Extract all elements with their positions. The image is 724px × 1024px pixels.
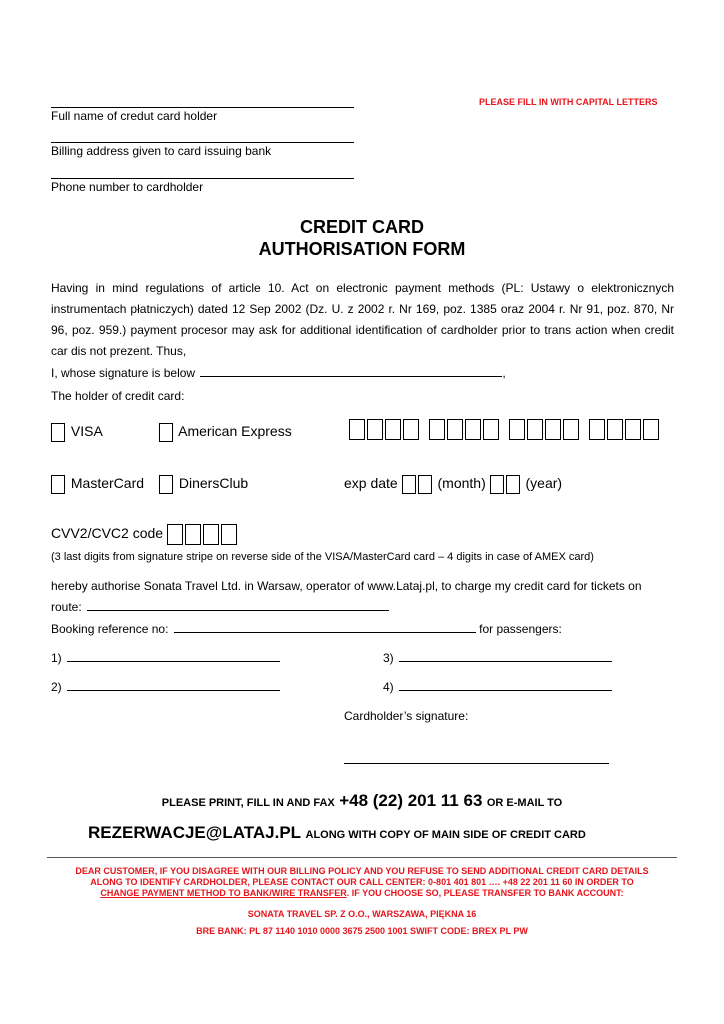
card-number-group-4[interactable] <box>589 419 661 440</box>
passengers-label: for passengers: <box>479 622 562 636</box>
passenger-1-row <box>51 651 280 665</box>
booking-label: Booking reference no: <box>51 622 169 636</box>
billing-address-line[interactable] <box>51 142 354 143</box>
visa-option[interactable] <box>51 423 103 442</box>
signature-statement-text: I, whose signature is below <box>51 366 196 380</box>
diners-option[interactable] <box>159 475 248 494</box>
route-line[interactable] <box>87 600 389 611</box>
passenger-3-line[interactable] <box>399 651 612 662</box>
cardholder-signature-line[interactable] <box>344 763 609 764</box>
fax-number: +48 (22) 201 11 63 <box>339 791 483 810</box>
signature-statement <box>51 366 506 380</box>
company-address: SONATA TRAVEL SP. Z O.O., WARSZAWA, PIĘKNA 16 <box>247 909 477 919</box>
footer-divider <box>47 857 677 858</box>
card-digit[interactable] <box>509 419 525 440</box>
signer-name-line[interactable] <box>200 366 502 377</box>
cvv-digit[interactable] <box>221 524 237 545</box>
fax-text-2: OR E-MAIL TO <box>486 797 563 809</box>
expiry-month-digit[interactable] <box>402 475 416 494</box>
phone-label: Phone number to cardholder <box>51 180 204 194</box>
full-name-label: Full name of credut card holder <box>51 109 218 123</box>
capital-letters-note: PLEASE FILL IN WITH CAPITAL LETTERS <box>479 97 658 107</box>
passenger-2-label: 2) <box>51 680 62 694</box>
diners-label: DinersClub <box>178 475 249 492</box>
holder-label: The holder of credit card: <box>51 389 185 403</box>
card-number-boxes[interactable] <box>349 419 669 440</box>
card-digit[interactable] <box>563 419 579 440</box>
cvv-digit[interactable] <box>203 524 219 545</box>
mastercard-checkbox[interactable] <box>51 475 65 494</box>
card-digit[interactable] <box>367 419 383 440</box>
card-digit[interactable] <box>545 419 561 440</box>
mastercard-option[interactable] <box>51 475 144 494</box>
expiry-year-digit[interactable] <box>490 475 504 494</box>
cvv-row <box>51 524 239 545</box>
payment-method-link: CHANGE PAYMENT METHOD TO BANK/WIRE TRANSFER <box>100 888 347 898</box>
cvv-digit[interactable] <box>167 524 183 545</box>
title-line-2: AUTHORISATION FORM <box>258 239 466 259</box>
email-instruction <box>88 823 586 843</box>
card-digit[interactable] <box>625 419 641 440</box>
expiry-year-label: (year) <box>525 475 563 492</box>
footer-notice <box>0 866 724 899</box>
intro-paragraph: Having in mind regulations of article 10. Act on electronic payment methods (PL: Ustawy o elektronicznych instrumentach płatniczych) dated 12 Sep 2002 (Dz. U. z 2002 r. Nr 169, poz. 1385 oraz 2004 r. Nr 91, poz. 870, Nr 96, poz. 959.) payment procesor may ask for additional identification of cardholder prior to trans action when credit car dis not prezent. Thus, <box>51 281 674 358</box>
email-text: ALONG WITH COPY OF MAIN SIDE OF CREDIT CARD <box>305 829 586 841</box>
passenger-2-row <box>51 680 280 694</box>
cvv-label: CVV2/CVC2 code <box>51 525 164 542</box>
billing-address-label: Billing address given to card issuing bank <box>51 144 272 158</box>
card-digit[interactable] <box>589 419 605 440</box>
card-digit[interactable] <box>643 419 659 440</box>
bank-account: BRE BANK: PL 87 1140 1010 0000 3675 2500 1001 SWIFT CODE: BREX PL PW <box>196 926 528 936</box>
fax-instruction <box>0 791 724 811</box>
booking-row <box>51 622 562 636</box>
card-digit[interactable] <box>465 419 481 440</box>
passenger-4-label: 4) <box>383 680 394 694</box>
route-label: route: <box>51 600 82 614</box>
passenger-4-row <box>383 680 612 694</box>
cardholder-signature-label: Cardholder’s signature: <box>344 709 469 723</box>
card-digit[interactable] <box>385 419 401 440</box>
expiry-year-digit[interactable] <box>506 475 520 494</box>
card-number-group-3[interactable] <box>509 419 581 440</box>
passenger-3-row <box>383 651 612 665</box>
authorise-text: hereby authorise Sonata Travel Ltd. in Warsaw, operator of www.Lataj.pl, to charge my credit card for tickets on <box>51 579 642 593</box>
amex-option[interactable] <box>159 423 292 442</box>
expiry-label: exp date <box>344 475 398 492</box>
route-row <box>51 600 389 614</box>
card-digit[interactable] <box>349 419 365 440</box>
phone-line[interactable] <box>51 178 354 179</box>
card-digit[interactable] <box>403 419 419 440</box>
passenger-4-line[interactable] <box>399 680 612 691</box>
card-digit[interactable] <box>447 419 463 440</box>
card-digit[interactable] <box>483 419 499 440</box>
passenger-1-line[interactable] <box>67 651 280 662</box>
visa-checkbox[interactable] <box>51 423 65 442</box>
visa-label: VISA <box>70 423 103 440</box>
passenger-1-label: 1) <box>51 651 62 665</box>
passenger-2-line[interactable] <box>67 680 280 691</box>
footer-line-3-text: . IF YOU CHOOSE SO, PLEASE TRANSFER TO BANK ACCOUNT: <box>346 888 624 898</box>
cvv-note: (3 last digits from signature stripe on reverse side of the VISA/MasterCard card – 4 digits in case of AMEX card) <box>51 551 594 563</box>
mastercard-label: MasterCard <box>70 475 145 492</box>
passenger-3-label: 3) <box>383 651 394 665</box>
footer-line-2: ALONG TO IDENTIFY CARDHOLDER, PLEASE CONTACT OUR CALL CENTER: 0-801 401 801 …. +48 22 201 11 60 IN ORDER TO <box>90 877 634 887</box>
page-title <box>0 216 724 260</box>
title-line-1: CREDIT CARD <box>300 217 424 237</box>
booking-reference-line[interactable] <box>174 622 476 633</box>
diners-checkbox[interactable] <box>159 475 173 494</box>
card-number-group-2[interactable] <box>429 419 501 440</box>
expiry-month-label: (month) <box>437 475 486 492</box>
expiry-month-digit[interactable] <box>418 475 432 494</box>
footer-line-1: DEAR CUSTOMER, IF YOU DISAGREE WITH OUR BILLING POLICY AND YOU REFUSE TO SEND ADDITIONAL CREDIT CARD DETAILS <box>75 866 649 876</box>
footer-line-3 <box>0 888 724 899</box>
email-address: REZERWACJE@LATAJ.PL <box>88 823 302 842</box>
full-name-line[interactable] <box>51 107 354 108</box>
card-digit[interactable] <box>607 419 623 440</box>
fax-text-1: PLEASE PRINT, FILL IN AND FAX <box>161 797 335 809</box>
signature-comma: , <box>502 366 506 380</box>
card-number-group-1[interactable] <box>349 419 421 440</box>
amex-label: American Express <box>178 423 292 440</box>
card-digit[interactable] <box>429 419 445 440</box>
cvv-digit[interactable] <box>185 524 201 545</box>
amex-checkbox[interactable] <box>159 423 173 442</box>
card-digit[interactable] <box>527 419 543 440</box>
expiry-date <box>344 475 562 494</box>
